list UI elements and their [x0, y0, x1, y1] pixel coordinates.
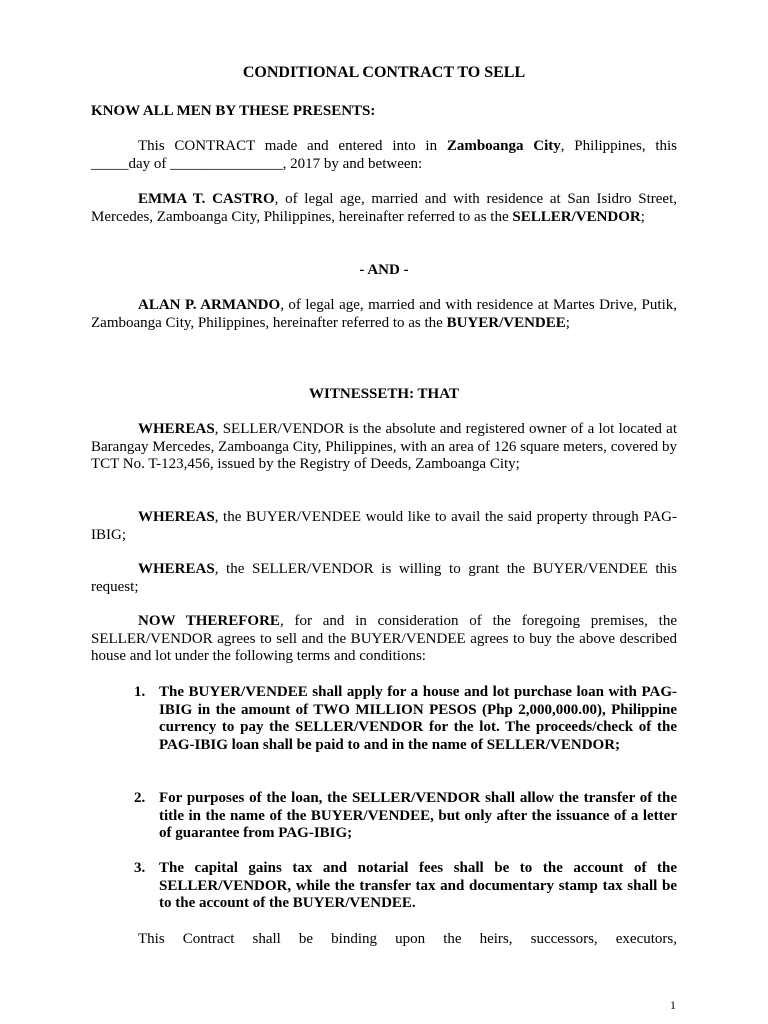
paragraph-whereas-2	[91, 509, 677, 544]
document-title: CONDITIONAL CONTRACT TO SELL	[242, 64, 526, 81]
seller-end: ;	[640, 208, 645, 225]
term-item-1-text: The BUYER/VENDEE shall apply for a house and lot purchase loan with PAG-IBIG in the amount of TWO MILLION PESOS (Php 2,000,000.00), Philippine currency to pay the SELLER/VENDOR for the lot. The proceeds/check of the PAG-IBIG loan shall be paid to and in the name of SELLER/VENDOR;	[159, 684, 677, 753]
seller-name: EMMA T. CASTRO	[138, 191, 275, 207]
and-separator: - AND -	[359, 262, 409, 278]
seller-text: , of legal age, married and with residence at San Isidro Street, Mercedes, Zamboanga City, Philippines, hereinafter referred to as the	[91, 191, 677, 225]
buyer-end: ;	[565, 314, 570, 331]
witnesseth-heading: WITNESSETH: THAT	[309, 386, 459, 402]
buyer-text: , of legal age, married and with residence at Martes Drive, Putik, Zamboanga City, Philippines, hereinafter referred to as the	[91, 297, 677, 331]
paragraph-whereas-1	[91, 421, 677, 474]
page-number: 1	[670, 998, 676, 1012]
whereas-2-keyword: WHEREAS	[138, 509, 215, 525]
now-therefore-text: , for and in consideration of the foregoing premises, the SELLER/VENDOR agrees to sell and the BUYER/VENDEE agrees to buy the above described house and lot under the following terms and conditions:	[91, 613, 678, 664]
term-item-2-emphasis: only after the issuance of a letter of guarantee from PAG-IBIG;	[159, 807, 677, 841]
whereas-1-text: , SELLER/VENDOR is the absolute and registered owner of a lot located at Barangay Mercedes, Zamboanga City, Philippines, with an area of 126 square meters, covered by TCT No. T-123,456, issued by the Registry of Deeds, Zamboanga City;	[91, 421, 677, 472]
whereas-3-keyword: WHEREAS	[138, 561, 215, 577]
paragraph-whereas-3	[91, 561, 677, 596]
whereas-1-keyword: WHEREAS	[138, 421, 215, 437]
paragraph-buyer	[91, 297, 677, 332]
p1-text-c: , Philippines, this _____day of _______________, 2017 by and between:	[91, 138, 677, 172]
paragraph-contract-made	[91, 138, 677, 173]
buyer-role: BUYER/VENDEE	[446, 314, 566, 331]
buyer-name: ALAN P. ARMANDO	[138, 297, 281, 313]
term-item-2-number: 2.	[134, 790, 146, 806]
term-item-2-text	[159, 790, 677, 843]
p1-text-a: This CONTRACT made and entered into in	[138, 138, 447, 154]
p1-city: Zamboanga City	[446, 138, 561, 154]
term-item-1	[134, 684, 677, 754]
paragraph-seller	[91, 191, 677, 226]
closing-paragraph: This Contract shall be binding upon the heirs, successors, executors,	[138, 931, 677, 947]
intro-heading: KNOW ALL MEN BY THESE PRESENTS:	[91, 103, 376, 119]
seller-role: SELLER/VENDOR	[512, 208, 641, 225]
whereas-2-text: , the BUYER/VENDEE would like to avail the said property through PAG-IBIG;	[91, 509, 677, 543]
paragraph-now-therefore	[91, 613, 677, 666]
term-item-1-number: 1.	[134, 684, 146, 700]
term-item-2-body: For purposes of the loan, the SELLER/VENDOR shall allow the transfer of the title in the name of the BUYER/VENDEE, but	[159, 790, 677, 824]
term-item-2	[134, 790, 677, 843]
term-item-3-number: 3.	[134, 860, 146, 876]
term-item-3	[134, 860, 677, 913]
now-therefore-keyword: NOW THEREFORE	[138, 613, 280, 629]
whereas-3-text: , the SELLER/VENDOR is willing to grant the BUYER/VENDEE this request;	[91, 561, 677, 595]
term-item-3-text: The capital gains tax and notarial fees shall be to the account of the SELLER/VENDOR, while the transfer tax and documentary stamp tax shall be to the account of the BUYER/VENDEE.	[159, 860, 677, 911]
